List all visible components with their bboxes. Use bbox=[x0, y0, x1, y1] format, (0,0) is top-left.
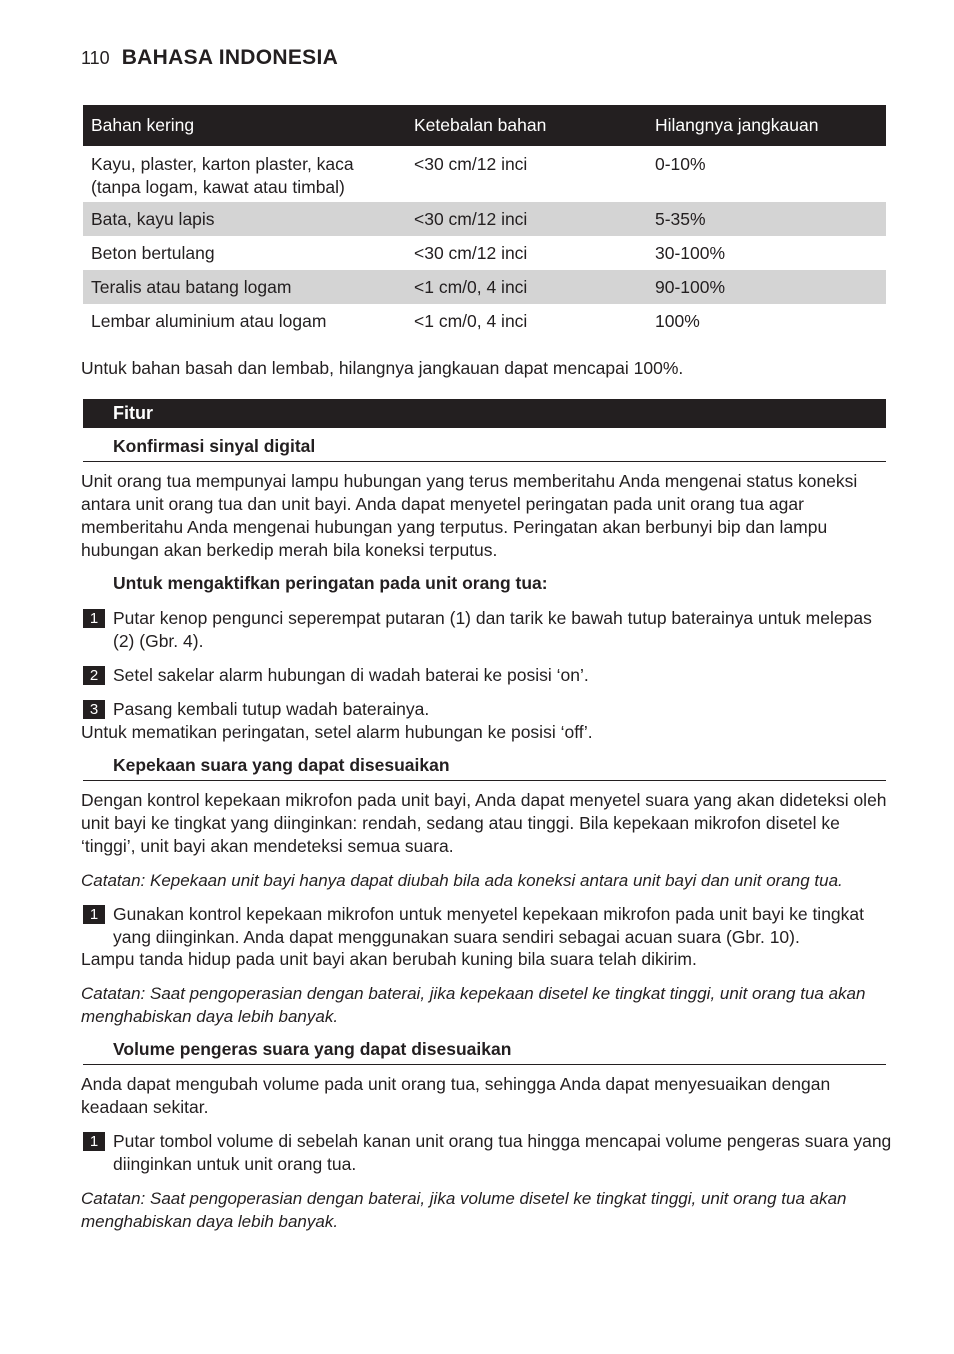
step-number: 1 bbox=[83, 1132, 105, 1151]
sensitivity-note: Catatan: Kepekaan unit bayi hanya dapat diubah bila ada koneksi antara unit bayi dan unit orang tua. bbox=[81, 871, 843, 890]
page-header bbox=[81, 46, 338, 70]
step-item bbox=[83, 698, 893, 721]
table-header-row bbox=[83, 105, 886, 146]
step-item bbox=[83, 664, 893, 687]
step-number: 3 bbox=[83, 700, 105, 719]
table-row bbox=[83, 146, 886, 202]
step-item bbox=[83, 1130, 893, 1176]
range-loss-table bbox=[83, 105, 886, 338]
table-row bbox=[83, 304, 886, 338]
step-number: 2 bbox=[83, 666, 105, 685]
wet-material-note: Untuk bahan basah dan lembab, hilangnya jangkauan dapat mencapai 100%. bbox=[81, 358, 684, 378]
step-item bbox=[83, 607, 893, 653]
cell-thickness: <1 cm/0, 4 inci bbox=[414, 311, 528, 331]
table-row bbox=[83, 236, 886, 270]
cell-material: Kayu, plaster, karton plaster, kaca (tanpa logam, kawat atau timbal) bbox=[91, 154, 354, 197]
cell-loss: 90-100% bbox=[655, 277, 726, 297]
column-header-thickness: Ketebalan bahan bbox=[414, 115, 547, 135]
column-header-loss: Hilangnya jangkauan bbox=[655, 115, 819, 135]
subheading-activate-alarm: Untuk mengaktifkan peringatan pada unit orang tua: bbox=[113, 573, 548, 593]
step-text: Putar kenop pengunci seperempat putaran (1) dan tarik ke bawah tutup baterainya untuk melepas (2) (Gbr. 4). bbox=[113, 608, 872, 651]
cell-thickness: <30 cm/12 inci bbox=[414, 243, 528, 263]
step-text: Putar tombol volume di sebelah kanan unit orang tua hingga mencapai volume pengeras suara yang diinginkan untuk unit orang tua. bbox=[113, 1131, 892, 1174]
step-text: Pasang kembali tutup wadah baterainya. bbox=[113, 699, 430, 719]
sensitivity-after-text: Lampu tanda hidup pada unit bayi akan berubah kuning bila suara telah dikirim. bbox=[81, 949, 697, 969]
cell-thickness: <30 cm/12 inci bbox=[414, 154, 528, 174]
cell-loss: 5-35% bbox=[655, 209, 706, 229]
step-item bbox=[83, 903, 893, 949]
cell-loss: 100% bbox=[655, 311, 700, 331]
cell-material: Teralis atau batang logam bbox=[91, 277, 292, 297]
column-header-material: Bahan kering bbox=[91, 115, 195, 135]
subheading-sensitivity: Kepekaan suara yang dapat disesuaikan bbox=[83, 755, 886, 781]
step-number: 1 bbox=[83, 609, 105, 628]
volume-battery-note: Catatan: Saat pengoperasian dengan baterai, jika volume disetel ke tingkat tinggi, unit orang tua akan menghabiskan daya lebih banyak. bbox=[81, 1189, 847, 1231]
cell-loss: 30-100% bbox=[655, 243, 726, 263]
sensitivity-battery-note: Catatan: Saat pengoperasian dengan baterai, jika kepekaan disetel ke tingkat tinggi, unit orang tua akan menghabiskan daya lebih banyak. bbox=[81, 984, 866, 1026]
table-row bbox=[83, 270, 886, 304]
cell-material: Beton bertulang bbox=[91, 243, 215, 263]
cell-material: Bata, kayu lapis bbox=[91, 209, 215, 229]
deactivate-text: Untuk mematikan peringatan, setel alarm hubungan ke posisi ‘off’. bbox=[81, 722, 593, 742]
page-number: 110 bbox=[81, 48, 110, 68]
cell-material: Lembar aluminium atau logam bbox=[91, 311, 327, 331]
volume-body: Anda dapat mengubah volume pada unit orang tua, sehingga Anda dapat menyesuaikan dengan keadaan sekitar. bbox=[81, 1074, 831, 1117]
step-text: Setel sakelar alarm hubungan di wadah baterai ke posisi ‘on’. bbox=[113, 665, 589, 685]
cell-thickness: <1 cm/0, 4 inci bbox=[414, 277, 528, 297]
step-text: Gunakan kontrol kepekaan mikrofon untuk menyetel kepekaan mikrofon pada unit bayi ke tingkat yang diinginkan. Anda dapat menggunakan suara sendiri sebagai acuan suara (Gbr. 10). bbox=[113, 904, 865, 947]
cell-loss: 0-10% bbox=[655, 154, 706, 174]
sensitivity-body: Dengan kontrol kepekaan mikrofon pada unit bayi, Anda dapat menyetel suara yang akan dideteksi oleh unit bayi ke tingkat yang diinginkan: rendah, sedang atau tinggi. Bila kepekaan mikrofon disetel ke ‘tinggi’, unit bayi akan mendeteksi semua suara. bbox=[81, 790, 887, 856]
subheading-volume: Volume pengeras suara yang dapat disesuaikan bbox=[83, 1039, 886, 1065]
table-row bbox=[83, 202, 886, 236]
subheading-digital-signal: Konfirmasi sinyal digital bbox=[83, 436, 886, 462]
cell-thickness: <30 cm/12 inci bbox=[414, 209, 528, 229]
language-heading: BAHASA INDONESIA bbox=[121, 46, 339, 69]
step-number: 1 bbox=[83, 905, 105, 924]
digital-signal-body: Unit orang tua mempunyai lampu hubungan yang terus memberitahu Anda mengenai status koneksi antara unit orang tua dan unit bayi. Anda dapat menyetel peringatan pada unit orang tua agar memberitahu Anda mengenai hubungan yang terputus. Peringatan akan berbunyi bip dan lampu hubungan akan berkedip merah bila koneksi terputus. bbox=[81, 471, 858, 560]
section-heading-fitur: Fitur bbox=[83, 399, 886, 428]
